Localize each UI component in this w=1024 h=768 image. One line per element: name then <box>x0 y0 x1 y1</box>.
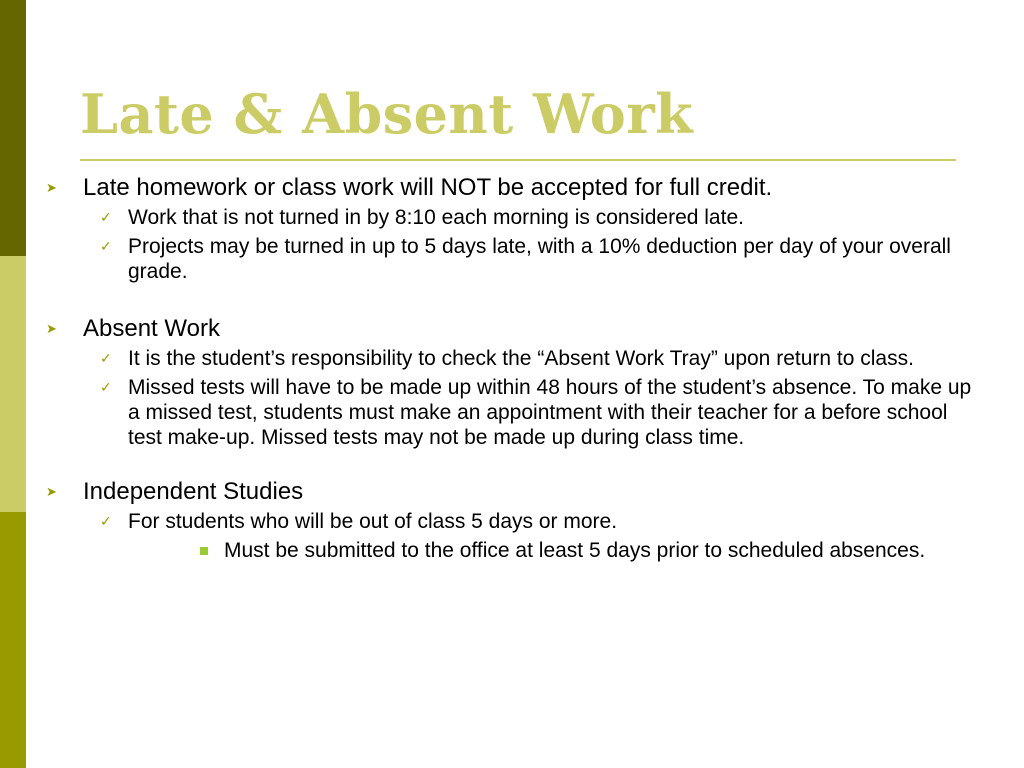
sub-bullet-text: Missed tests will have to be made up within 48 hours of the student’s absence. To make up a missed test, students must make an appointment with their teacher for a before school test make-up. Missed tests may not be made up during class time. <box>128 376 972 449</box>
bullet-text: Independent Studies <box>83 478 304 505</box>
arrow-bullet-icon: ➤ <box>46 484 57 499</box>
sub-bullet-text: It is the student’s responsibility to check the “Absent Work Tray” upon return to class. <box>128 347 914 370</box>
sub-bullet-text: For students who will be out of class 5 days or more. <box>128 510 618 533</box>
sub-bullet-text: Projects may be turned in up to 5 days late, with a 10% deduction per day of your overall grade. <box>128 235 951 283</box>
bullet-late-homework <box>46 173 986 202</box>
bullet-independent-studies <box>46 477 986 506</box>
sub-list-independent <box>46 509 986 563</box>
checkmark-bullet-icon: ✓ <box>100 513 112 529</box>
sub-sub-bullet-submit-office <box>46 538 986 563</box>
sub-bullet-projects-late <box>46 234 986 284</box>
sub-bullet-text: Work that is not turned in by 8:10 each morning is considered late. <box>128 206 744 229</box>
title-underline <box>80 159 956 161</box>
sub-bullet-out-5-days <box>46 509 986 534</box>
spacer <box>46 454 986 477</box>
slide-content <box>46 173 986 563</box>
checkmark-bullet-icon: ✓ <box>100 350 112 366</box>
sub-bullet-absent-tray <box>46 346 986 371</box>
bullet-absent-work <box>46 314 986 343</box>
sub-bullet-late-cutoff <box>46 205 986 230</box>
sub-bullet-missed-tests <box>46 375 986 450</box>
bullet-text: Late homework or class work will NOT be accepted for full credit. <box>83 174 773 201</box>
sidebar-accent-middle <box>0 256 26 512</box>
slide-title: Late & Absent Work <box>80 82 694 146</box>
sub-list-absent <box>46 346 986 450</box>
bullet-text: Absent Work <box>83 315 220 342</box>
checkmark-bullet-icon: ✓ <box>100 238 112 254</box>
arrow-bullet-icon: ➤ <box>46 321 57 336</box>
sub-list-late <box>46 205 986 284</box>
sidebar-accent-bottom <box>0 512 26 768</box>
arrow-bullet-icon: ➤ <box>46 180 57 195</box>
checkmark-bullet-icon: ✓ <box>100 209 112 225</box>
spacer <box>46 288 986 314</box>
sidebar-accent-top <box>0 0 26 256</box>
sub-sub-bullet-text: Must be submitted to the office at least 5 days prior to scheduled absences. <box>224 539 926 562</box>
square-bullet-icon <box>200 547 208 555</box>
checkmark-bullet-icon: ✓ <box>100 379 112 395</box>
